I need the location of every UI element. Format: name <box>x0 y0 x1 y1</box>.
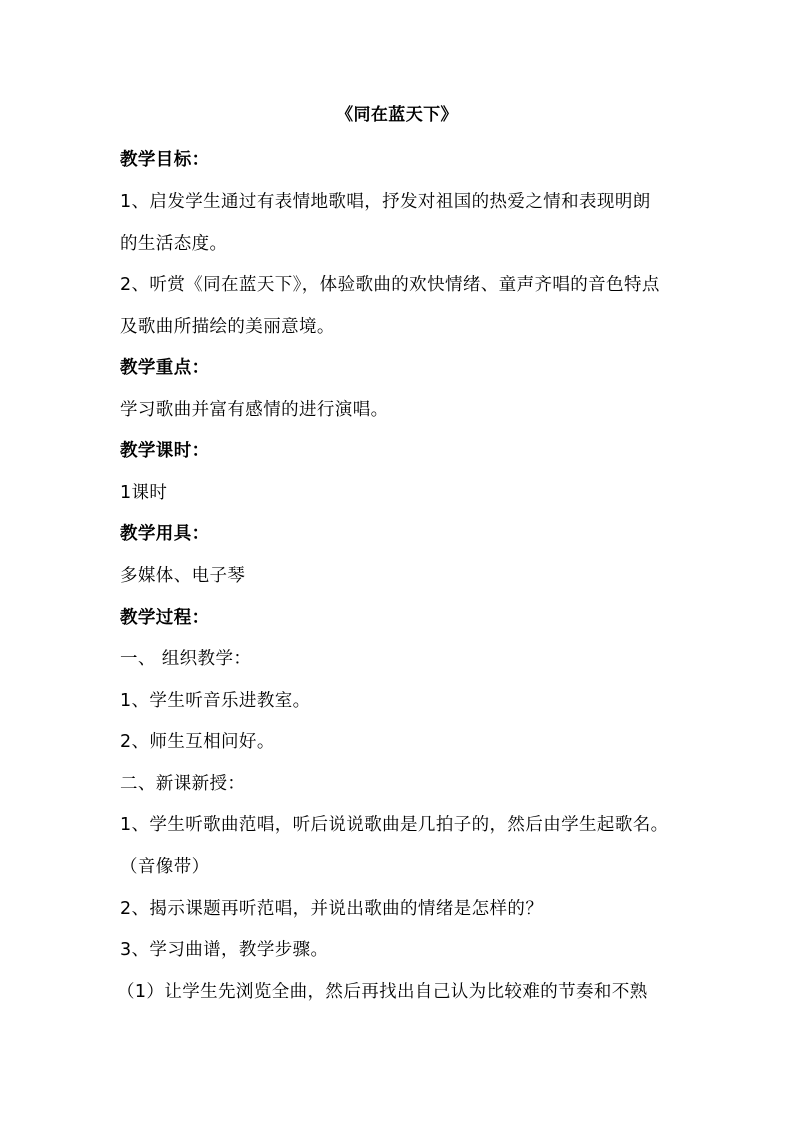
teaching-tools-text: 多媒体、电子琴 <box>120 566 246 586</box>
process-item-1-1: 1、学生听音乐进教室。 <box>120 691 311 711</box>
process-section-1: 一、 组织教学： <box>120 649 252 669</box>
objective-1-line-2: 的生活态度。 <box>120 234 228 254</box>
process-item-2-1-line-2: （音像带） <box>120 857 210 877</box>
class-hours-text: 1课时 <box>120 483 168 503</box>
process-step-1: （1）让学生先浏览全曲，然后再找出自己认为比较难的节奏和不熟 <box>117 982 648 1002</box>
heading-teaching-process: 教学过程： <box>120 608 210 628</box>
document-title: 《同在蓝天下》 <box>336 105 458 125</box>
heading-teaching-focus: 教学重点： <box>120 358 210 378</box>
objective-2-line-1: 2、听赏《同在蓝天下》，体验歌曲的欢快情绪、童声齐唱的音色特点 <box>120 275 660 295</box>
heading-teaching-objectives: 教学目标： <box>120 150 210 170</box>
process-item-2-3: 3、学习曲谱，教学步骤。 <box>120 940 329 960</box>
process-item-2-2: 2、揭示课题再听范唱，并说出歌曲的情绪是怎样的？ <box>120 899 544 919</box>
process-item-2-1-line-1: 1、学生听歌曲范唱，听后说说歌曲是几拍子的，然后由学生起歌名。 <box>120 815 669 835</box>
objective-1-line-1: 1、启发学生通过有表情地歌唱，抒发对祖国的热爱之情和表现明朗 <box>120 192 651 212</box>
objective-2-line-2: 及歌曲所描绘的美丽意境。 <box>120 317 335 337</box>
heading-teaching-tools: 教学用具： <box>120 524 210 544</box>
heading-class-hours: 教学课时： <box>120 441 210 461</box>
process-section-2: 二、新课新授： <box>120 774 246 794</box>
process-item-1-2: 2、师生互相问好。 <box>120 732 275 752</box>
teaching-focus-text: 学习歌曲并富有感情的进行演唱。 <box>120 400 389 420</box>
